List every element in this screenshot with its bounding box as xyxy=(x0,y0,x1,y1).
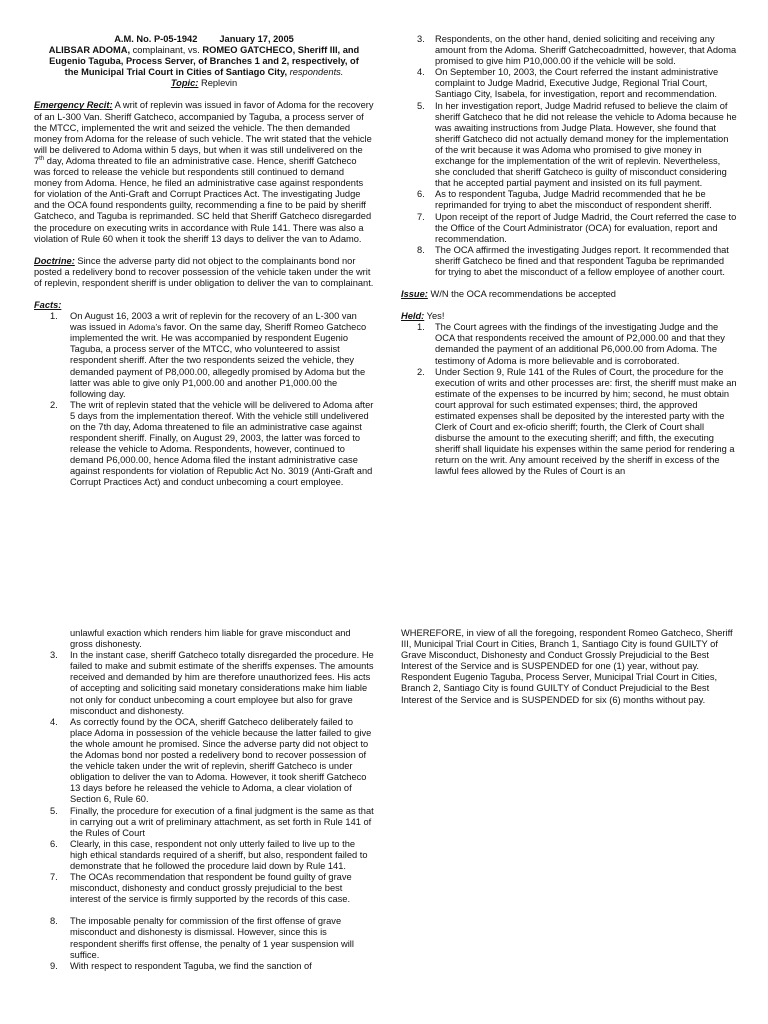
case-parties-line-3: the Municipal Trial Court in Cities of Santiago City, respondents. xyxy=(64,67,344,78)
topic-line xyxy=(34,78,374,89)
held-item: 6. Clearly, in this case, respondent not only utterly failed to live up to the high ethical standards required of a sheriff, but also, respondent failed to demonstrate that he followed the procedure laid down by Rule 141. xyxy=(50,838,368,871)
issue: Issue: W/N the OCA recommendations be accepted xyxy=(401,289,616,300)
held-item: 5. Finally, the procedure for execution of a final judgment is the same as that in carrying out a writ of preliminary attachment, as set forth in Rule 141 of the Rules of Court xyxy=(50,805,374,838)
held-item: 3. In the instant case, sheriff Gatcheco totally disregarded the procedure. He failed to make and submit estimate of the sheriffs expenses. The amounts received and demanded by him are therefore unauthorized fees. His acts of accepting and soliciting said monetary considerations make him liable not only for conduct unbecoming a court employee but also for grave misconduct and dishonesty. xyxy=(50,650,374,716)
fact-item: 5. In her investigation report, Judge Madrid refused to believe the claim of sheriff Gatcheco that he did not release the vehicle to Adoma because he was awaiting instructions from Judge Plata. However, she found that sheriff Gatcheco did not actually demand money for the implementation of the writ because it was Adoma who promised to give money in exchange for the implementation of the writ of replevin. Nevertheless, she concluded that sheriff Gatcheco is guilty of misconduct considering that he accepted partial payment and insisted on its full payment. xyxy=(417,100,737,189)
case-parties-line: ALIBSAR ADOMA, complainant, vs. ROMEO GATCHECO, Sheriff III, and xyxy=(48,45,360,56)
held-list-continued xyxy=(34,628,374,905)
doctrine-label: Doctrine: xyxy=(34,255,75,266)
case-number-line xyxy=(34,34,374,45)
fact-item: 2. The writ of replevin stated that the vehicle will be delivered to Adoma after 5 days from the implementation thereof. With the vehicle still undelivered on the 7th day, Adoma threatened to file an administrative case against respondent sheriff. Finally, on August 29, 2003, the latter was forced to release the vehicle to Adoma. Respondents, however, continued to demand P6,000.00, hence Adoma filed the instant administrative case against respondents for violation of Republic Act No. 3019 (Anti-Graft and Corrupt Practices Act) and conduct unbecoming a court employee. xyxy=(50,399,374,488)
fact-item: 1. On August 16, 2003 a writ of replevin for the recovery of an L-300 van was issued in Adoma’s favor. On the same day, Sheriff Romeo Gatcheco implemented the writ. He was accompanied by respondent Eugenio Taguba, a process server of the MTCC, who volunteered to assist respondent sheriff. After the two respondents seized the vehicle, they demanded payment of P8,000.00, allegedly promised by Adoma but the latter was able to give only P1,000.00 and another P1,000.00 the following day. xyxy=(50,311,367,399)
page1-left-column xyxy=(34,34,374,489)
facts-list-continued xyxy=(401,34,737,278)
page2-left-column xyxy=(34,628,374,972)
case-date: January 17, 2005 xyxy=(219,34,294,44)
fact-item: 6. As to respondent Taguba, Judge Madrid recommended that he be reprimanded for trying to abet the misconduct of respondent sheriff. xyxy=(417,189,712,211)
topic-label: Topic: xyxy=(170,78,199,89)
held-item: 7. The OCAs recommendation that respondent be found guilty of grave misconduct, dishonesty and conduct grossly prejudicial to the best interest of the service is firmly supported by the records of this case. xyxy=(50,872,352,905)
case-number: A.M. No. P-05-1942 xyxy=(114,34,198,44)
facts-heading: Facts: xyxy=(34,299,62,310)
fact-item: 7. Upon receipt of the report of Judge Madrid, the Court referred the case to the Office of the Court Administrator (OCA) for evaluation, report and recommendation. xyxy=(417,211,737,244)
facts-list xyxy=(34,311,374,489)
held-list-final xyxy=(34,916,374,971)
held-item: 8. The imposable penalty for commission of the first offense of grave misconduct and dishonesty is dismissal. However, since this is respondent sheriffs first offense, the penalty of 1 year suspension will suffice. xyxy=(50,916,354,960)
held-label: Held: xyxy=(401,311,425,322)
fact-item: 3. Respondents, on the other hand, denied soliciting and receiving any amount from the Adoma. Sheriff Gatchecoadmitted, however, that Adoma promised to give him P10,000.00 if the vehicle will be sold. xyxy=(417,34,737,67)
held-list xyxy=(401,322,737,477)
emergency-recit: Emergency Recit: A writ of replevin was issued in favor of Adoma for the recovery of an L-300 Van. Sheriff Gatcheco, accompanied by Taguba, a process server of the MTCC, implemented the writ and seized the vehicle. The then demanded money from Adoma for the release of such vehicle. The writ stated that the vehicle will be delivered to Adoma within 5 days, but when it was still undelivered on the 7th day, Adoma threated to file an administrative case. Hence, sheriff Gatcheco was forced to release the vehicle but respondents still continued to demand money from Adoma. Hence, he filed an administrative case against respondents for violation of the Anti-Graft and Corrupt Practices Act. The investigating Judge and the OCA found respondents guilty, recommending a fine to be paid by sheriff Gatcheco, and Taguba is reprimanded. SC held that Sheriff Gatcheco disregarded the procedure on executing writs in accordance with Rule 141. There was also a violation of Rule 60 when it took the sheriff 13 days to deliver the van to Adamo. xyxy=(34,100,374,244)
fact-item: 8. The OCA affirmed the investigating Judges report. It recommended that sheriff Gatcheco be fined and that respondent Taguba be reprimanded for trying to abet the misconduct of a fellow employee of another court. xyxy=(417,244,729,277)
held-item-continuation: unlawful exaction which renders him liable for grave misconduct and gross dishonesty. xyxy=(70,628,351,650)
wherefore-paragraph: WHEREFORE, in view of all the foregoing, respondent Romeo Gatcheco, Sheriff III, Municipal Trial Court in Cities, Branch 1, Santiago City is found GUILTY of Grave Misconduct, Dishonesty and Conduct Grossly Prejudicial to the Best Interest of the Service and is SUSPENDED for one (1) year, without pay. Respondent Eugenio Taguba, Process Server, Municipal Trial Court in Cities, Branch 2, Santiago City is found GUILTY of Conduct Prejudicial to the Best Interest of the Service and is SUSPENDED for six (6) months without pay. xyxy=(401,628,733,705)
case-parties-line-2: Eugenio Taguba, Process Server, of Branches 1 and 2, respectively, of xyxy=(49,56,359,67)
doctrine: Doctrine: Since the adverse party did not object to the complainants bond nor posted a redelivery bond to recover possession of the vehicle taken under the writ of replevin, respondent sheriff is under obligation to deliver the van to complainant. xyxy=(34,255,374,288)
topic-value: Replevin xyxy=(198,78,238,89)
case-header xyxy=(34,34,374,89)
page1-right-column xyxy=(401,34,737,478)
page2-right-column xyxy=(401,628,737,706)
held-item: 2. Under Section 9, Rule 141 of the Rules of Court, the procedure for the execution of writs and other processes are: first, the sheriff must make an estimate of the expenses to be incurred by him; second, he must obtain court approval for such estimated expenses; third, the approved estimated expenses shall be deposited by the interested party with the Clerk of Court and ex-oficio sheriff; fourth, the Clerk of Court shall disburse the amount to the executing sheriff; and fifth, the executing sheriff shall liquidate his expenses within the same period for rendering a return on the writ. Any amount received by the sheriff in excess of the lawful fees allowed by the Rules of Court is an xyxy=(417,366,737,477)
fact-item: 4. On September 10, 2003, the Court referred the instant administrative complaint to Judge Madrid, Executive Judge, Regional Trial Court, Santiago City, Isabela, for investigation, report and recommendation. xyxy=(417,67,719,100)
held-item: 9. With respect to respondent Taguba, we find the sanction of xyxy=(50,960,312,971)
held: Held: Yes! xyxy=(401,311,445,322)
issue-label: Issue: xyxy=(401,289,428,300)
held-item: 1. The Court agrees with the findings of the investigating Judge and the OCA that respondents received the amount of P2,000.00 and that they demanded the payment of an additional P6,000.00 from Adoma. The testimony of Adoma is more believable and is corroborated. xyxy=(417,322,725,366)
emergency-recit-label: Emergency Recit: xyxy=(34,100,113,111)
held-item: 4. As correctly found by the OCA, sheriff Gatcheco deliberately failed to place Adoma in possession of the vehicle because the latter failed to give the whole amount he promised. Since the adverse party did not object to the Adomas bond nor posted a redelivery bond to recover possession of the vehicle taken under the writ of replevin, sheriff Gatcheco is under obligation to deliver the van to Adoma. However, it took sheriff Gatcheco 13 days before he released the vehicle to Adoma, a clear violation of Section 6, Rule 60. xyxy=(50,716,372,805)
